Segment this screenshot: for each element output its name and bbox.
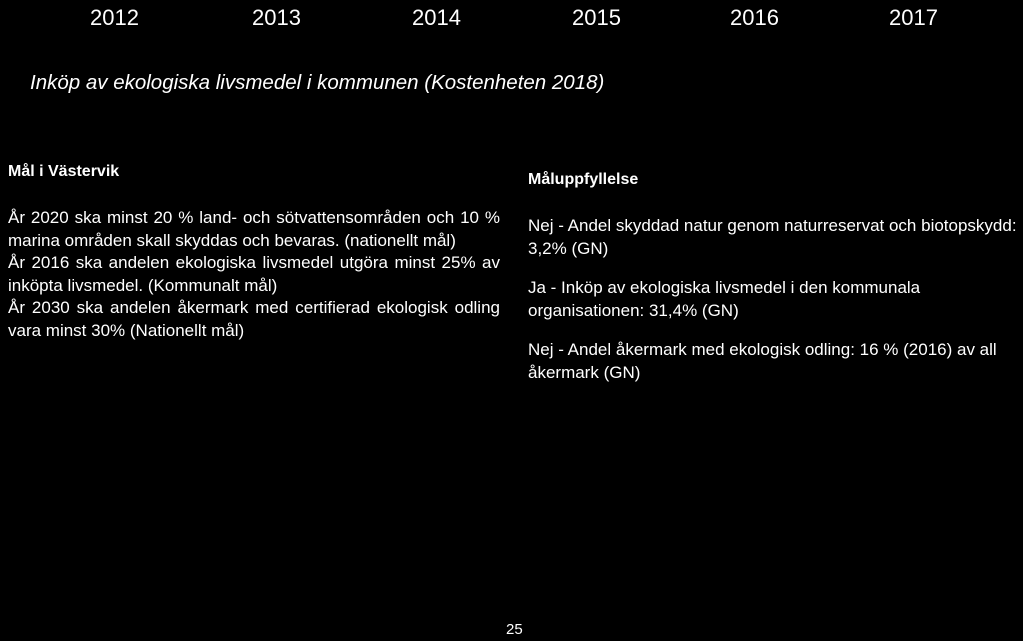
fulfillment-heading: Måluppfyllelse: [528, 171, 639, 188]
fulfillment-item-protected-areas: Nej - Andel skyddad natur genom naturreservat och biotopskydd: 3,2% (GN): [528, 216, 1017, 258]
fulfillment-item-organic-farmland: Nej - Andel åkermark med ekologisk odling: 16 % (2016) av all åkermark (GN): [528, 340, 997, 382]
chart-caption: Inköp av ekologiska livsmedel i kommunen (Kostenheten 2018): [30, 71, 605, 94]
year-label-2013: 2013: [252, 5, 301, 30]
goals-column: [8, 160, 500, 342]
year-label-2014: 2014: [412, 5, 461, 30]
year-label-2016: 2016: [730, 5, 779, 30]
fulfillment-item-organic-food: Ja - Inköp av ekologiska livsmedel i den kommunala organisationen: 31,4% (GN): [528, 278, 921, 320]
year-label-2017: 2017: [889, 5, 938, 30]
goal-item-organic-farmland: År 2030 ska andelen åkermark med certifierad ekologisk odling vara minst 30% (Nationellt mål): [8, 298, 500, 340]
goals-heading: Mål i Västervik: [8, 163, 120, 180]
goal-item-protected-areas: År 2020 ska minst 20 % land- och sötvattensområden och 10 % marina områden skall skyddas och bevaras. (nationellt mål): [8, 208, 500, 250]
year-label-2015: 2015: [572, 5, 621, 30]
year-label-2012: 2012: [90, 5, 139, 30]
goal-item-organic-food: År 2016 ska andelen ekologiska livsmedel utgöra minst 25% av inköpta livsmedel. (Kommunalt mål): [8, 253, 500, 295]
fulfillment-column: [528, 160, 1018, 401]
page-number: 25: [506, 621, 523, 638]
